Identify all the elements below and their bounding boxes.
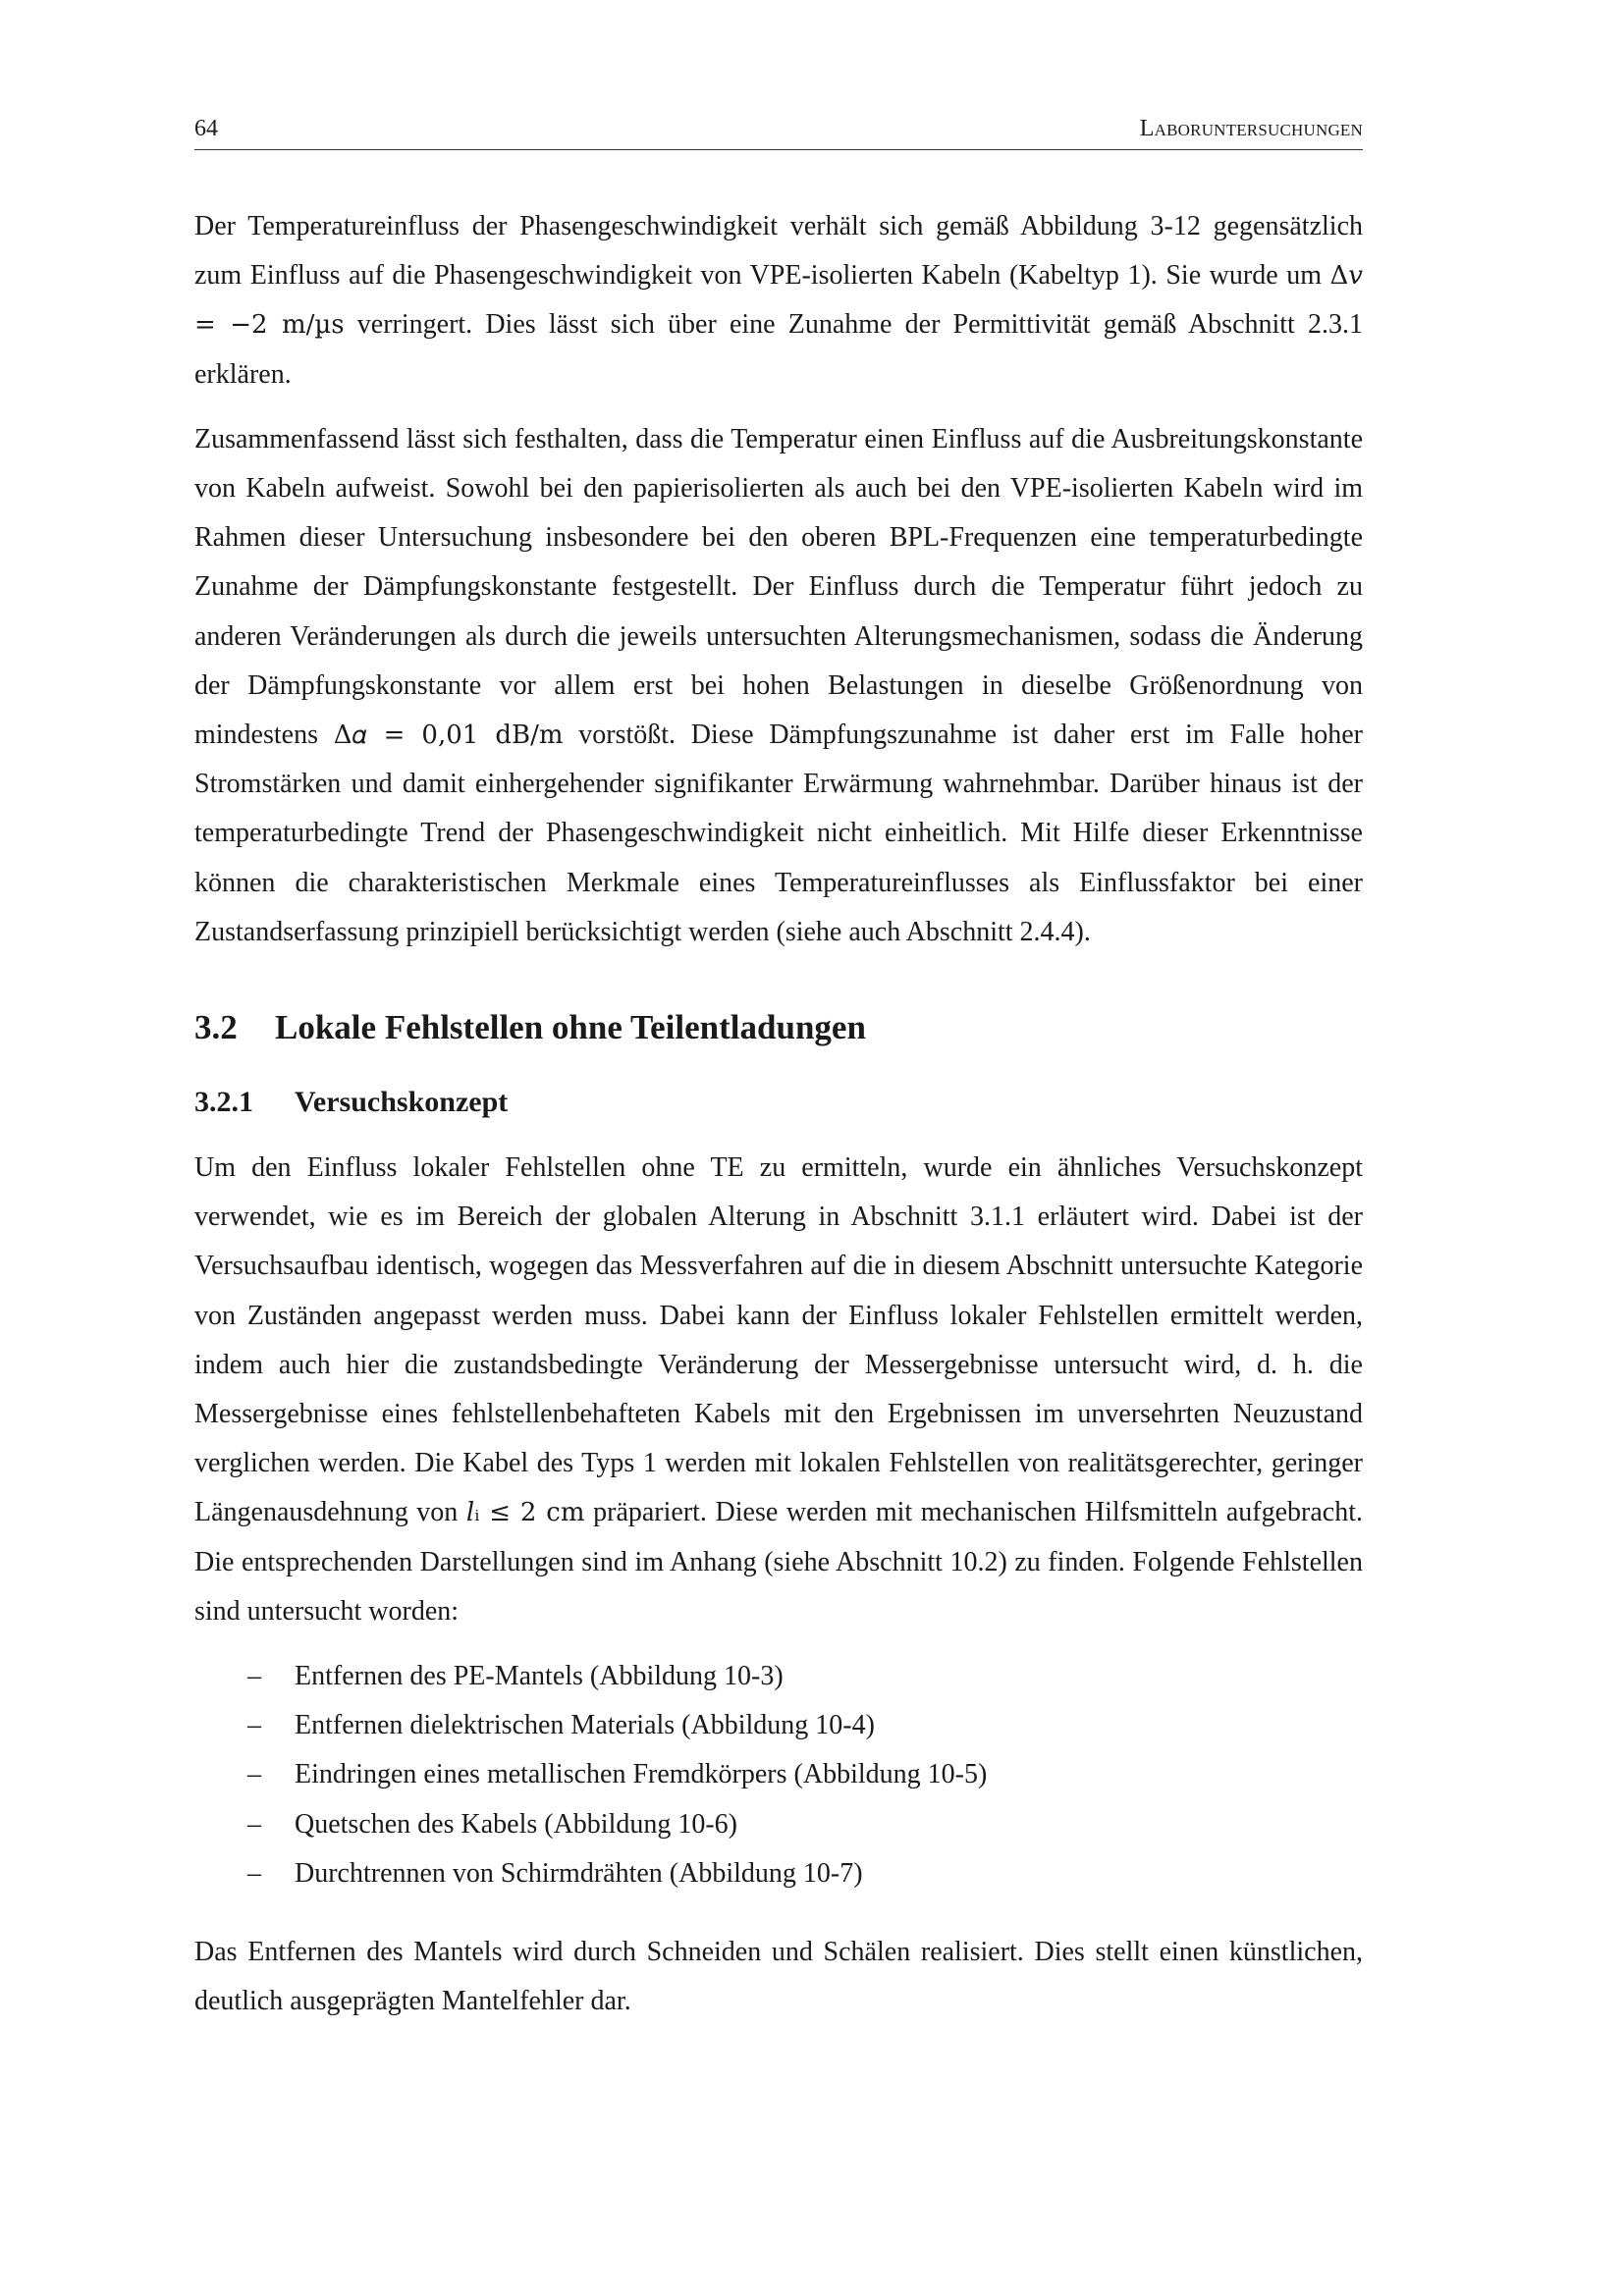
section-heading <box>194 998 1363 1057</box>
page-number: 64 <box>194 116 218 141</box>
paragraph-text: verringert. Dies lässt sich über eine Zunahme der Permittivität gemäß Abschnitt 2.3.1 erklären. <box>194 309 1363 390</box>
list-item <box>194 1701 1363 1750</box>
paragraph-test-concept <box>194 1144 1363 1636</box>
math-length-li: 𝑙ᵢ ≤ 2 cm <box>465 1498 585 1528</box>
paragraph-text: Um den Einfluss lokaler Fehlstellen ohne TE zu ermitteln, wurde ein ähnliches Versuchskonzept verwendet, wie es im Bereich der globalen Alterung in Abschnitt 3.1.1 erläutert wird. Dabei ist der Versuchsaufbau identisch, wogegen das Messverfahren auf die in diesem Abschnitt untersuchte Kategorie von Zuständen angepasst werden muss. Dabei kann der Einfluss lokaler Fehlstellen ermittelt werden, indem auch hier die zustandsbedingte Veränderung der Messergebnisse untersucht wird, d. h. die Messergebnisse eines fehlstellenbehafteten Kabels mit den Ergebnissen im unversehrten Neuzustand verglichen werden. Die Kabel des Typs 1 werden mit lokalen Fehlstellen von realitätsgerechter, geringer Längenausdehnung von <box>194 1152 1363 1528</box>
list-item <box>194 1800 1363 1849</box>
subsection-title: Versuchskonzept <box>295 1086 509 1119</box>
list-bullet: – <box>247 1857 261 1889</box>
section-number: 3.2 <box>194 1008 238 1047</box>
paragraph-text: präpariert. Diese werden mit mechanischen Hilfsmitteln aufgebracht. Die entsprechenden Darstellungen sind im Anhang (siehe Abschnitt 10.2) zu finden. Folgende Fehlstellen sind untersucht worden: <box>194 1497 1363 1627</box>
body-text <box>194 202 1363 2027</box>
math-delta-alpha: Δ𝛼 = 0,01 dB/m <box>333 721 564 751</box>
paragraph-text: Zusammenfassend lässt sich festhalten, dass die Temperatur einen Einfluss auf die Ausbreitungskonstante von Kabeln aufweist. Sowohl bei den papierisolierten als auch bei den VPE-isolierten Kabeln wird im Rahmen dieser Untersuchung insbesondere bei den oberen BPL-Frequenzen eine temperaturbedingte Zunahme der Dämpfungskonstante festgestellt. Der Einfluss durch die Temperatur führt jedoch zu anderen Veränderungen als durch die jeweils untersuchten Alterungsmechanismen, sodass die Änderung der Dämpfungskonstante vor allem erst bei hohen Belastungen in dieselbe Größenordnung von mindestens <box>194 423 1363 751</box>
list-item <box>194 1849 1363 1898</box>
subsection-number: 3.2.1 <box>194 1086 253 1119</box>
paragraph-summary <box>194 415 1363 957</box>
list-bullet: – <box>247 1808 261 1840</box>
section-title: Lokale Fehlstellen ohne Teilentladungen <box>275 1008 866 1047</box>
list-item-text: Entfernen dielektrischen Materials (Abbildung 10-4) <box>295 1710 875 1741</box>
list-item-text: Quetschen des Kabels (Abbildung 10-6) <box>295 1808 738 1840</box>
list-item-text: Entfernen des PE-Mantels (Abbildung 10-3) <box>295 1661 784 1692</box>
paragraph-jacket-removal: Das Entfernen des Mantels wird durch Schneiden und Schälen realisiert. Dies stellt einen künstlichen, deutlich ausgeprägten Mantelfehler dar. <box>194 1937 1363 2017</box>
list-bullet: – <box>247 1661 261 1692</box>
list-bullet: – <box>247 1759 261 1790</box>
math-delta-v: Δ𝑣 = −2 m/µs <box>194 261 1363 341</box>
list-item <box>194 1652 1363 1701</box>
paragraph-temperature-phase-velocity <box>194 202 1363 400</box>
paragraph-text: vorstößt. Diese Dämpfungszunahme ist daher erst im Falle hoher Stromstärken und damit einhergehender signifikanter Erwärmung wahrnehmbar. Darüber hinaus ist der temperaturbedingte Trend der Phasengeschwindigkeit nicht einheitlich. Mit Hilfe dieser Erkenntnisse können die charakteristischen Merkmale eines Temperatureinflusses als Einflussfaktor bei einer Zustandserfassung prinzipiell berücksichtigt werden (siehe auch Abschnitt 2.4.4). <box>194 720 1363 947</box>
subsection-heading <box>194 1075 1363 1130</box>
running-header <box>194 110 1363 150</box>
list-item <box>194 1750 1363 1799</box>
list-bullet: – <box>247 1710 261 1741</box>
running-title: Laboruntersuchungen <box>1139 116 1363 141</box>
list-item-text: Eindringen eines metallischen Fremdkörpers (Abbildung 10-5) <box>295 1759 988 1790</box>
paragraph-text: Der Temperatureinfluss der Phasengeschwindigkeit verhält sich gemäß Abbildung 3-12 gegensätzlich zum Einfluss auf die Phasengeschwindigkeit von VPE-isolierten Kabeln (Kabeltyp 1). Sie wurde um <box>194 211 1363 292</box>
list-item-text: Durchtrennen von Schirmdrähten (Abbildung 10-7) <box>295 1857 863 1889</box>
defect-list <box>194 1652 1363 1898</box>
